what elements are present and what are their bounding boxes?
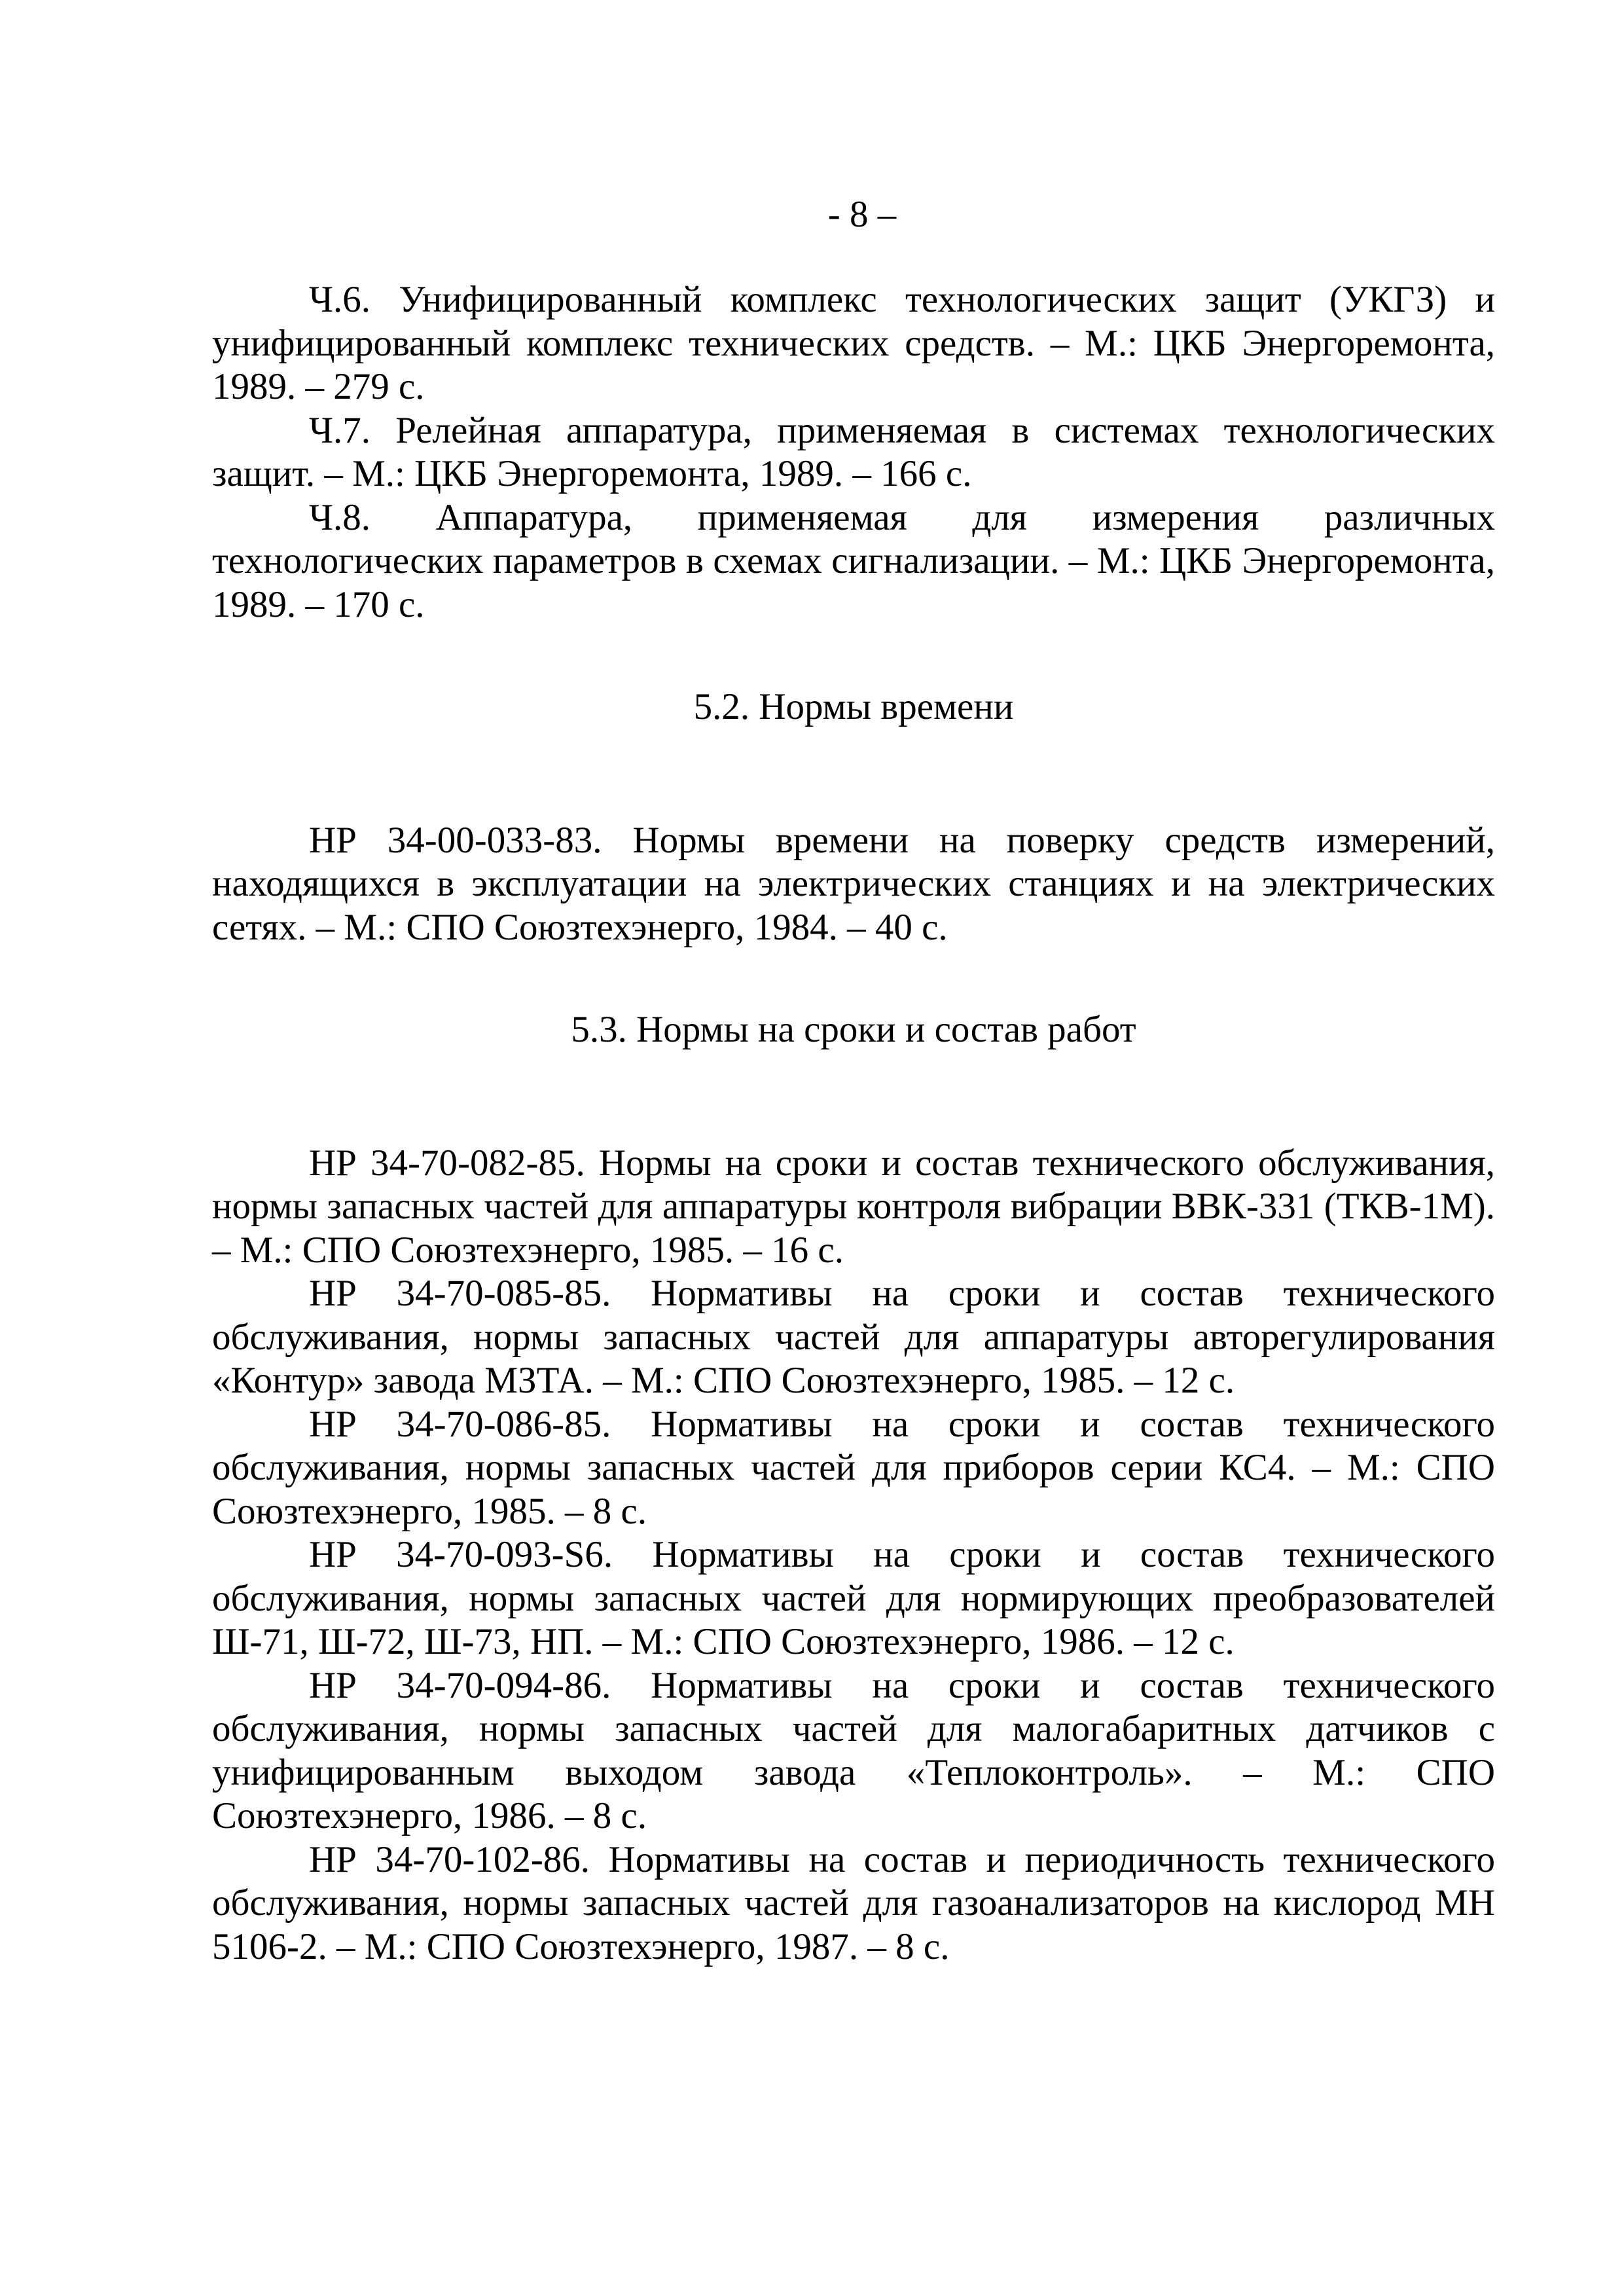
reference-entry: НР 34-00-033-83. Нормы времени на поверку средств измерений, находящихся в эксплуатации на электрических станциях и на электрических сетях. – М.: СПО Союзтехэнерго, 1984. – 40 с.: [212, 819, 1495, 948]
reference-entry: НР 34-70-093-S6. Нормативы на сроки и состав технического обслуживания, нормы запасных частей для нормирующих преобразователей Ш-71, Ш-72, Ш-73, НП. – М.: СПО Союзтехэнерго, 1986. – 12 с.: [212, 1534, 1495, 1662]
reference-entry: Ч.8. Аппаратура, применяемая для измерения различных технологических параметров в схемах сигнализации. – М.: ЦКБ Энергоремонта, 1989. – 170 с.: [212, 496, 1495, 625]
reference-entry: НР 34-70-085-85. Нормативы на сроки и состав технического обслуживания, нормы запасных частей для аппаратуры авторегулирования «Контур» завода МЗТА. – М.: СПО Союзтехэнерго, 1985. – 12 с.: [212, 1273, 1495, 1401]
reference-entry: НР 34-70-094-86. Нормативы на сроки и состав технического обслуживания, нормы запасных частей для малогабаритных датчиков с унифицированным выходом завода «Теплоконтроль». – М.: СПО Союзтехэнерго, 1986. – 8 с.: [212, 1664, 1495, 1836]
page-content: [212, 278, 1495, 1969]
section-heading-5-3: 5.3. Нормы на сроки и состав работ: [571, 1009, 1136, 1050]
reference-entry: НР 34-70-082-85. Нормы на сроки и состав технического обслуживания, нормы запасных частей для аппаратуры контроля вибрации ВВК-331 (ТКВ-1М). – М.: СПО Союзтехэнерго, 1985. – 16 с.: [212, 1142, 1495, 1271]
page-number: - 8 –: [827, 194, 897, 235]
reference-entry: Ч.7. Релейная аппаратура, применяемая в системах технологических защит. – М.: ЦКБ Энергоремонта, 1989. – 166 с.: [212, 409, 1495, 494]
reference-entry: Ч.6. Унифицированный комплекс технологических защит (УКГЗ) и унифицированный комплекс технических средств. – М.: ЦКБ Энергоремонта, 1989. – 279 с.: [212, 279, 1495, 407]
reference-entry: НР 34-70-086-85. Нормативы на сроки и состав технического обслуживания, нормы запасных частей для приборов серии КС4. – М.: СПО Союзтехэнерго, 1985. – 8 с.: [212, 1403, 1495, 1532]
reference-entry: НР 34-70-102-86. Нормативы на состав и периодичность технического обслуживания, нормы запасных частей для газоанализаторов на кислород МН 5106-2. – М.: СПО Союзтехэнерго, 1987. – 8 с.: [212, 1838, 1495, 1967]
section-heading-5-2: 5.2. Нормы времени: [693, 686, 1014, 727]
